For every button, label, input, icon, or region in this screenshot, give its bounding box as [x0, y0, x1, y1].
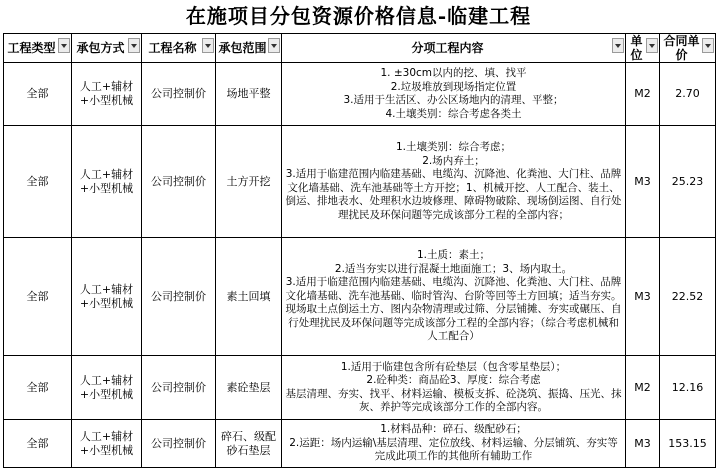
cell-price: 12.16 — [660, 356, 716, 420]
cell-content: 1. ±30cm以内的挖、填、找平 2.垃圾堆放到现场指定位置 3.适用于生活区、办公区场地内的清理、平整； 4.土壤类别：综合考虑各类土 — [282, 63, 626, 126]
filter-dropdown-icon[interactable] — [268, 38, 280, 53]
cell-price: 153.15 — [660, 420, 716, 468]
cell-scope: 场地平整 — [216, 63, 282, 126]
table-row — [4, 420, 716, 468]
cell-scope: 素土回填 — [216, 238, 282, 356]
table-row — [4, 238, 716, 356]
filter-dropdown-icon[interactable] — [128, 38, 140, 53]
cell-project-name: 公司控制价 — [142, 63, 216, 126]
cell-type: 全部 — [4, 420, 72, 468]
cell-project-name: 公司控制价 — [142, 126, 216, 238]
cell-project-name: 公司控制价 — [142, 420, 216, 468]
cell-type: 全部 — [4, 356, 72, 420]
header-row — [4, 34, 716, 63]
cell-contract-mode: 人工+辅材+小型机械 — [72, 63, 142, 126]
filter-dropdown-icon[interactable] — [58, 38, 70, 53]
cell-price: 25.23 — [660, 126, 716, 238]
cell-contract-mode: 人工+辅材+小型机械 — [72, 420, 142, 468]
cell-content: 1.土质：素土； 2.适当夯实以进行混凝土地面施工；3、场内取土。 3.适用于临建范围内临建基础、电缆沟、沉降池、化粪池、大门柱、品牌文化墙基础、洗车池基础、临时管沟、台阶等回等土方回填；适当夯实。现场取土点倒运土方、图内杂物清理或过筛、分层铺摊、夯实或碾压、自行处理扰民及环保问题等完成该部分工程的全部内容；（综合考虑机械和人工配合） — [282, 238, 626, 356]
filter-dropdown-icon[interactable] — [702, 38, 714, 53]
cell-scope: 土方开挖 — [216, 126, 282, 238]
cell-content: 1.材料品种：碎石、级配砂石； 2.运距：场内运输\基层清理、定位放线、材料运输、分层铺筑、夯实等完成此项工作的其他所有辅助工作 — [282, 420, 626, 468]
cell-price: 22.52 — [660, 238, 716, 356]
cell-scope: 碎石、级配砂石垫层 — [216, 420, 282, 468]
filter-dropdown-icon[interactable] — [202, 38, 214, 53]
cell-price: 2.70 — [660, 63, 716, 126]
header-type[interactable]: 工程类型 — [4, 34, 72, 63]
cell-project-name: 公司控制价 — [142, 238, 216, 356]
header-content[interactable]: 分项工程内容 — [282, 34, 626, 63]
cell-content: 1.适用于临建包含所有砼垫层（包含零星垫层）； 2.砼种类：商品砼3、厚度：综合考虑 基层清理、夯实、找平、材料运输、模板支拆、砼浇筑、振捣、压光、抹灰、养护等完成该部分工作的全部内容。 — [282, 356, 626, 420]
cell-unit: M2 — [626, 63, 660, 126]
cell-contract-mode: 人工+辅材+小型机械 — [72, 356, 142, 420]
filter-dropdown-icon[interactable] — [612, 38, 624, 53]
cell-content: 1.土壤类别：综合考虑； 2.场内弃土； 3.适用于临建范围内临建基础、电缆沟、沉降池、化粪池、大门柱、品牌文化墙基础、洗车池基础等土方开挖；1、机械开挖、人工配合、装土、倒运、排地表水、处理积水边坡修理、障碍物破除、现场倒运图、自行处理扰民及环保问题等完成该部分工程的全部内容； — [282, 126, 626, 238]
cell-project-name: 公司控制价 — [142, 356, 216, 420]
cell-unit: M3 — [626, 420, 660, 468]
header-scope[interactable]: 承包范围 — [216, 34, 282, 63]
table-row — [4, 356, 716, 420]
cell-unit: M3 — [626, 238, 660, 356]
cell-unit: M2 — [626, 356, 660, 420]
price-table — [3, 33, 716, 468]
cell-unit: M3 — [626, 126, 660, 238]
header-project-name[interactable]: 工程名称 — [142, 34, 216, 63]
cell-type: 全部 — [4, 238, 72, 356]
cell-contract-mode: 人工+辅材+小型机械 — [72, 238, 142, 356]
cell-type: 全部 — [4, 63, 72, 126]
table-row — [4, 63, 716, 126]
cell-type: 全部 — [4, 126, 72, 238]
table-row — [4, 126, 716, 238]
header-unit[interactable]: 单位 — [626, 34, 660, 63]
filter-dropdown-icon[interactable] — [646, 38, 658, 53]
cell-contract-mode: 人工+辅材+小型机械 — [72, 126, 142, 238]
cell-scope: 素砼垫层 — [216, 356, 282, 420]
header-contract-mode[interactable]: 承包方式 — [72, 34, 142, 63]
header-price[interactable]: 合同单价 — [660, 34, 716, 63]
page-title: 在施项目分包资源价格信息-临建工程 — [185, 4, 532, 28]
